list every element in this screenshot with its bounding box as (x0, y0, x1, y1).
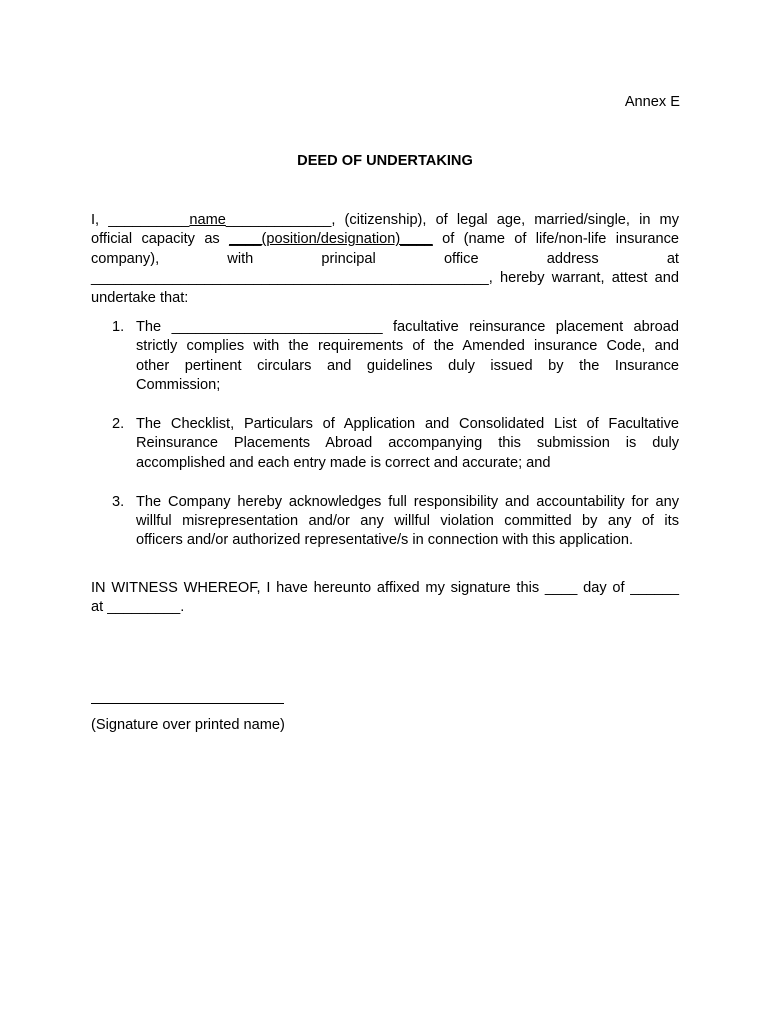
list-item-line: The Company hereby acknowledges full responsibility and accountability for any (136, 493, 679, 510)
list-item (91, 415, 679, 473)
document-title: DEED OF UNDERTAKING (297, 153, 473, 169)
signature-caption: (Signature over printed name) (91, 717, 285, 733)
intro-line-5: undertake that: (91, 289, 189, 306)
list-item-line: officers and/or authorized representative/s in connection with this application. (136, 532, 634, 549)
list-item-line: strictly complies with the requirements of the Amended insurance Code, and (136, 338, 679, 355)
intro-line-2-end: of (name of life/non-life insurance (432, 231, 679, 248)
intro-line-1-start: I, __________ (91, 212, 190, 228)
list-item-number: 3. (112, 493, 125, 510)
name-field: name (189, 212, 226, 228)
list-item-line: The __________________________ facultative reinsurance placement abroad (136, 319, 679, 335)
position-field: ____(position/designation)____ (229, 231, 433, 248)
intro-line-4: _________________________________________________, hereby warrant, attest and (91, 270, 679, 287)
list-item-line: accomplished and each entry made is correct and accurate; and (136, 454, 551, 471)
list-item-line: willful misrepresentation and/or any willful violation committed by any of its (136, 513, 679, 530)
signature-line (91, 703, 284, 704)
witness-paragraph (91, 579, 679, 618)
intro-line-1-end: _____________, (citizenship), of legal age, married/single, in my (225, 212, 679, 228)
intro-paragraph (91, 211, 679, 308)
undertaking-list (91, 318, 679, 570)
intro-line-3: company), with principal office address at (91, 250, 679, 267)
list-item (91, 318, 679, 396)
intro-line-1 (91, 211, 679, 230)
list-item-line: The Checklist, Particulars of Application and Consolidated List of Facultative (136, 416, 679, 433)
list-item-line: other pertinent circulars and guidelines duly issued by the Insurance (136, 357, 679, 374)
list-item-number: 2. (112, 416, 125, 433)
intro-line-2-start: official capacity as (91, 231, 230, 248)
list-item-line: Commission; (136, 377, 221, 394)
intro-line-2 (91, 230, 679, 249)
annex-label: Annex E (624, 94, 680, 110)
list-item-line: Reinsurance Placements Abroad accompanying this submission is duly (136, 435, 679, 452)
witness-line-1: IN WITNESS WHEREOF, I have hereunto affixed my signature this ____ day of ______ (91, 580, 679, 596)
list-item (91, 493, 679, 551)
witness-line-2: at _________. (91, 599, 185, 616)
list-item-number: 1. (112, 319, 125, 335)
